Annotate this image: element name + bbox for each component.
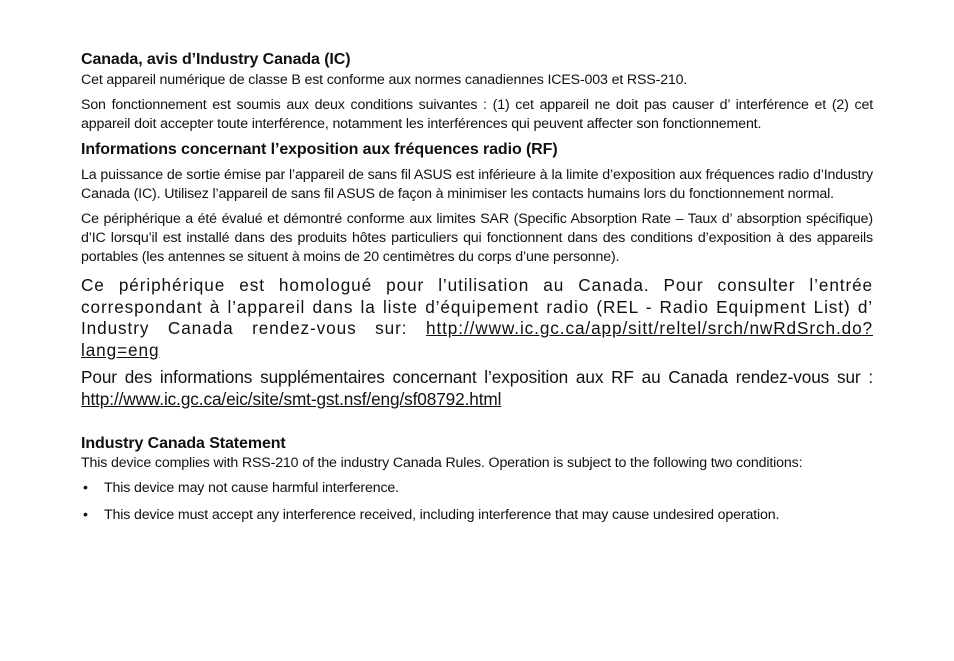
industry-canada-statement-heading: Industry Canada Statement (81, 435, 286, 452)
rel-text: Ce périphérique est homologué pour l’utilisation au Canada. Pour consulter l’entrée correspondant à l’appareil dans la liste d’équipement radio (REL - Radio Equipment List) d’ Industry Canada rendez-vous sur: (81, 275, 873, 338)
rf-exposure-heading-fr: Informations concernant l’exposition aux fréquences radio (RF) (81, 141, 558, 158)
ic-notice-paragraph-1: Cet appareil numérique de classe B est conforme aux normes canadiennes ICES-003 et RSS-210. (81, 72, 688, 88)
list-item-text: This device may not cause harmful interference. (104, 480, 399, 496)
industry-canada-statement-paragraph: This device complies with RSS-210 of the industry Canada Rules. Operation is subject to the following two conditions: (81, 455, 803, 471)
list-item-text: This device must accept any interference received, including interference that may cause undesired operation. (104, 507, 780, 523)
document-page (81, 50, 873, 525)
ic-notice-heading-fr: Canada, avis d’Industry Canada (IC) (81, 51, 351, 68)
conditions-list (81, 479, 873, 525)
rf-exposure-paragraph-1: La puissance de sortie émise par l’appareil de sans fil ASUS est inférieure à la limite d’exposition aux fréquences radio d’Industry Canada (IC). Utilisez l’appareil de sans fil ASUS de façon à minimiser les contacts humains lors du fonctionnement normal. (81, 167, 873, 202)
list-item (81, 479, 873, 498)
rf-info-text: Pour des informations supplémentaires concernant l’exposition aux RF au Canada rendez-vous sur : (81, 367, 873, 387)
ic-notice-paragraph-2: Son fonctionnement est soumis aux deux conditions suivantes : (1) cet appareil ne doit pas causer d’ interférence et (2) cet appareil doit accepter toute interférence, notamment les interférences qui peuvent affecter son fonctionnement. (81, 97, 873, 132)
bullet-icon: • (83, 480, 88, 496)
rf-info-link[interactable]: http://www.ic.gc.ca/eic/site/smt-gst.nsf/eng/sf08792.html (81, 388, 502, 409)
rel-link[interactable]: http://www.ic.gc.ca/app/sitt/reltel/srch/nwRdSrch.do?lang=eng (81, 318, 873, 360)
rf-exposure-paragraph-3 (81, 275, 873, 361)
list-item (81, 506, 873, 525)
bullet-icon: • (83, 507, 88, 523)
rf-exposure-paragraph-2: Ce périphérique a été évalué et démontré conforme aux limites SAR (Specific Absorption Rate – Taux d’ absorption spécifique) d’IC lorsqu’il est installé dans des produits hôtes particuliers qui fonctionnent dans des conditions d’exposition à des appareils portables (les antennes se situent à moins de 20 centimètres du corps d’une personne). (81, 211, 873, 265)
rf-exposure-paragraph-4 (81, 367, 873, 410)
